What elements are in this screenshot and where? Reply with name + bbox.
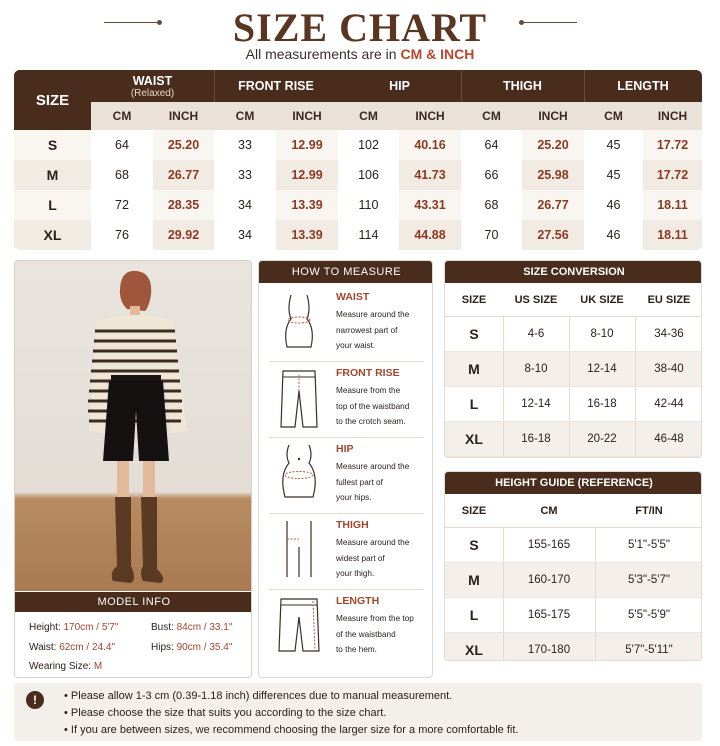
height-guide-column-row [445,494,702,528]
size-row [14,130,702,160]
value-inch-cell: 28.35 [167,198,200,212]
thigh-icon [269,517,329,585]
col-size: SIZE [461,504,487,517]
unit-cm: CM [112,109,132,123]
value-cell: 20-22 [587,433,617,445]
unit-cm: CM [235,109,255,123]
value-inch-cell: 25.20 [167,138,200,152]
table-row [445,387,702,422]
value-cell: 16-18 [521,433,551,445]
value-cell: 4-6 [527,328,545,340]
table-row [445,317,702,352]
note-line: • Please allow 1-3 cm (0.39-1.18 inch) differences due to manual measurement. [64,690,453,702]
value-inch-cell: 17.72 [656,168,689,182]
measure-item-description [336,307,431,354]
size-conversion-header: SIZE CONVERSION [445,261,702,283]
value-cm-cell: 76 [91,220,153,250]
size-cell: XL [465,431,483,447]
size-conversion-table [444,260,702,458]
measure-item-name: THIGH [336,519,369,531]
model-photo [15,261,252,591]
value-inch-cell: 40.16 [414,138,446,152]
value-cm-cell: 72 [91,190,153,220]
description-line: Measure around the [336,538,410,547]
value-inch-cell: 13.39 [291,198,323,212]
how-to-measure-header: HOW TO MEASURE [259,261,433,283]
unit-cm: CM [359,109,378,123]
value-cell: 5'3"-5'7" [628,574,670,586]
value-cm-cell: 68 [91,160,153,190]
unit-cm: CM [482,109,501,123]
exclamation-icon: ! [26,691,44,709]
table-row [445,528,702,563]
measure-item-waist [259,285,433,361]
col-us-size: US SIZE [514,293,558,306]
value-cell: 16-18 [587,398,617,410]
description-line: your thigh. [336,569,375,578]
measure-item-name: FRONT RISE [336,367,400,379]
measure-item-name: LENGTH [336,595,380,607]
size-cell: XL [465,642,483,658]
size-cell: M [46,167,59,183]
front-rise-icon [269,365,329,433]
table-row [445,352,702,387]
size-cell: S [47,137,58,153]
value-cm-cell: 45 [584,130,643,160]
value-inch-cell: 43.31 [414,198,446,212]
value-cm-cell: 110 [338,190,399,220]
measure-item-description [336,459,431,506]
value-cell: 5'5"-5'9" [628,609,670,621]
group-header-waist: WAIST (Relaxed) [130,73,175,99]
group-header-thigh: THIGH [503,79,542,93]
model-waist: Waist: 62cm / 24.4" [29,642,115,653]
measure-item-description [336,383,431,430]
note-line: • Please choose the size that suits you according to the size chart. [64,707,387,719]
value-inch-cell: 12.99 [291,138,323,152]
col-ft-in: FT/IN [635,504,663,517]
title-area [0,0,720,68]
unit-inch: INCH [292,109,322,123]
page-title: SIZE CHART [232,5,488,50]
value-cell: 42-44 [654,398,684,410]
description-line: to the crotch seam. [336,417,406,426]
table-row [445,563,702,598]
value-cm-cell: 45 [584,160,643,190]
value-cell: 8-10 [590,328,614,340]
size-cell: L [48,197,57,213]
measure-item-hip [259,437,433,513]
length-icon [269,593,329,661]
size-cell: S [469,326,479,342]
notes-box [14,683,702,741]
value-inch-cell: 27.56 [537,228,569,242]
value-cm-cell: 106 [338,160,399,190]
value-cm-cell: 46 [584,220,643,250]
value-cm-cell: 64 [91,130,153,160]
value-cm-cell: 46 [584,190,643,220]
value-cell: 170-180 [527,644,571,656]
value-cell: 12-14 [521,398,551,410]
value-cm-cell: 34 [214,220,276,250]
chart-unit-header-row [14,102,702,130]
size-cell: L [469,396,479,412]
value-inch-cell: 25.20 [537,138,569,152]
value-cm-cell: 114 [338,220,399,250]
chart-group-header-row [14,70,702,102]
description-line: fullest part of [336,477,383,487]
description-line: your waist. [336,341,376,350]
measure-item-thigh [259,513,433,589]
value-cm-cell: 70 [461,220,522,250]
size-cell: M [468,361,480,377]
hip-icon [269,441,329,509]
value-cell: 12-14 [587,363,617,375]
value-cm-cell: 68 [461,190,522,220]
subtitle-units: CM & INCH [400,46,475,62]
value-cm-cell: 34 [214,190,276,220]
value-cell: 5'7"-5'11" [625,644,673,656]
col-size: SIZE [461,293,487,306]
model-height: Height: 170cm / 5'7" [29,622,119,633]
note-line: • If you are between sizes, we recommend choosing the larger size for a more comfortable fit. [64,724,519,736]
page-subtitle [0,46,720,62]
description-line: top of the waistband [336,401,410,411]
value-cell: 34-36 [654,328,684,340]
measure-item-description [336,611,431,658]
value-inch-cell: 18.11 [657,228,688,242]
value-inch-cell: 12.99 [291,168,323,182]
col-uk-size: UK SIZE [580,293,624,306]
description-line: Measure from the top [336,614,414,623]
value-cm-cell: 102 [338,130,399,160]
waist-icon [269,289,329,357]
value-cm-cell: 66 [461,160,522,190]
height-guide-table [444,471,702,661]
model-info-header: MODEL INFO [15,592,252,612]
value-inch-cell: 25.98 [537,168,569,182]
value-inch-cell: 18.11 [657,198,688,212]
size-row [14,220,702,250]
how-to-measure-panel [258,260,433,678]
description-line: narrowest part of [336,325,398,335]
unit-inch: INCH [538,109,568,123]
description-line: of the waistband [336,629,396,639]
size-cell: M [468,572,480,588]
size-cell: L [469,607,479,623]
size-cell: S [469,537,479,553]
measure-item-front-rise [259,361,433,437]
measure-item-description [336,535,431,582]
group-header-length: LENGTH [617,79,669,93]
group-header-hip: HIP [389,79,410,93]
value-inch-cell: 13.39 [291,228,323,242]
col-eu-size: EU SIZE [647,293,691,306]
description-line: to the hem. [336,645,377,654]
value-inch-cell: 41.73 [414,168,446,182]
value-cell: 155-165 [527,539,571,551]
unit-inch: INCH [415,109,445,123]
value-cell: 38-40 [654,363,684,375]
value-inch-cell: 44.88 [414,228,446,242]
description-line: Measure around the [336,310,410,319]
value-inch-cell: 26.77 [167,168,200,182]
table-row [445,422,702,457]
decor-line-right [521,22,577,23]
table-row [445,598,702,633]
size-row [14,160,702,190]
size-row [14,190,702,220]
value-cell: 8-10 [524,363,548,375]
value-cell: 165-175 [527,609,571,621]
measure-item-name: HIP [336,443,354,455]
value-cm-cell: 64 [461,130,522,160]
description-line: Measure from the [336,386,401,395]
size-cell: XL [43,227,62,243]
description-line: your hips. [336,493,372,502]
group-header-front-rise: FRONT RISE [238,79,314,93]
value-inch-cell: 29.92 [167,228,200,242]
size-chart-table [14,70,702,250]
value-cell: 160-170 [527,574,571,586]
description-line: widest part of [336,553,385,563]
value-inch-cell: 17.72 [656,138,689,152]
model-bust: Bust: 84cm / 33.1" [151,622,233,633]
unit-inch: INCH [657,109,688,123]
measure-item-length [259,589,433,665]
value-cm-cell: 33 [214,130,276,160]
value-inch-cell: 26.77 [537,198,569,212]
model-figure-illustration [75,261,195,591]
unit-inch: INCH [168,109,199,123]
model-panel [14,260,252,678]
value-cell: 46-48 [654,433,684,445]
subtitle-text: All measurements are in [245,46,401,62]
model-wearing-size: Wearing Size: M [29,661,103,672]
unit-cm: CM [604,109,623,123]
measure-item-name: WAIST [336,291,370,303]
table-row [445,633,702,661]
value-cm-cell: 33 [214,160,276,190]
model-hips: Hips: 90cm / 35.4" [151,642,233,653]
height-guide-header: HEIGHT GUIDE (REFERENCE) [445,472,702,494]
value-cell: 5'1"-5'5" [628,539,670,551]
col-cm: CM [540,504,558,517]
description-line: Measure around the [336,462,410,471]
size-column-header: SIZE [14,70,91,130]
size-conversion-column-row [445,283,702,317]
